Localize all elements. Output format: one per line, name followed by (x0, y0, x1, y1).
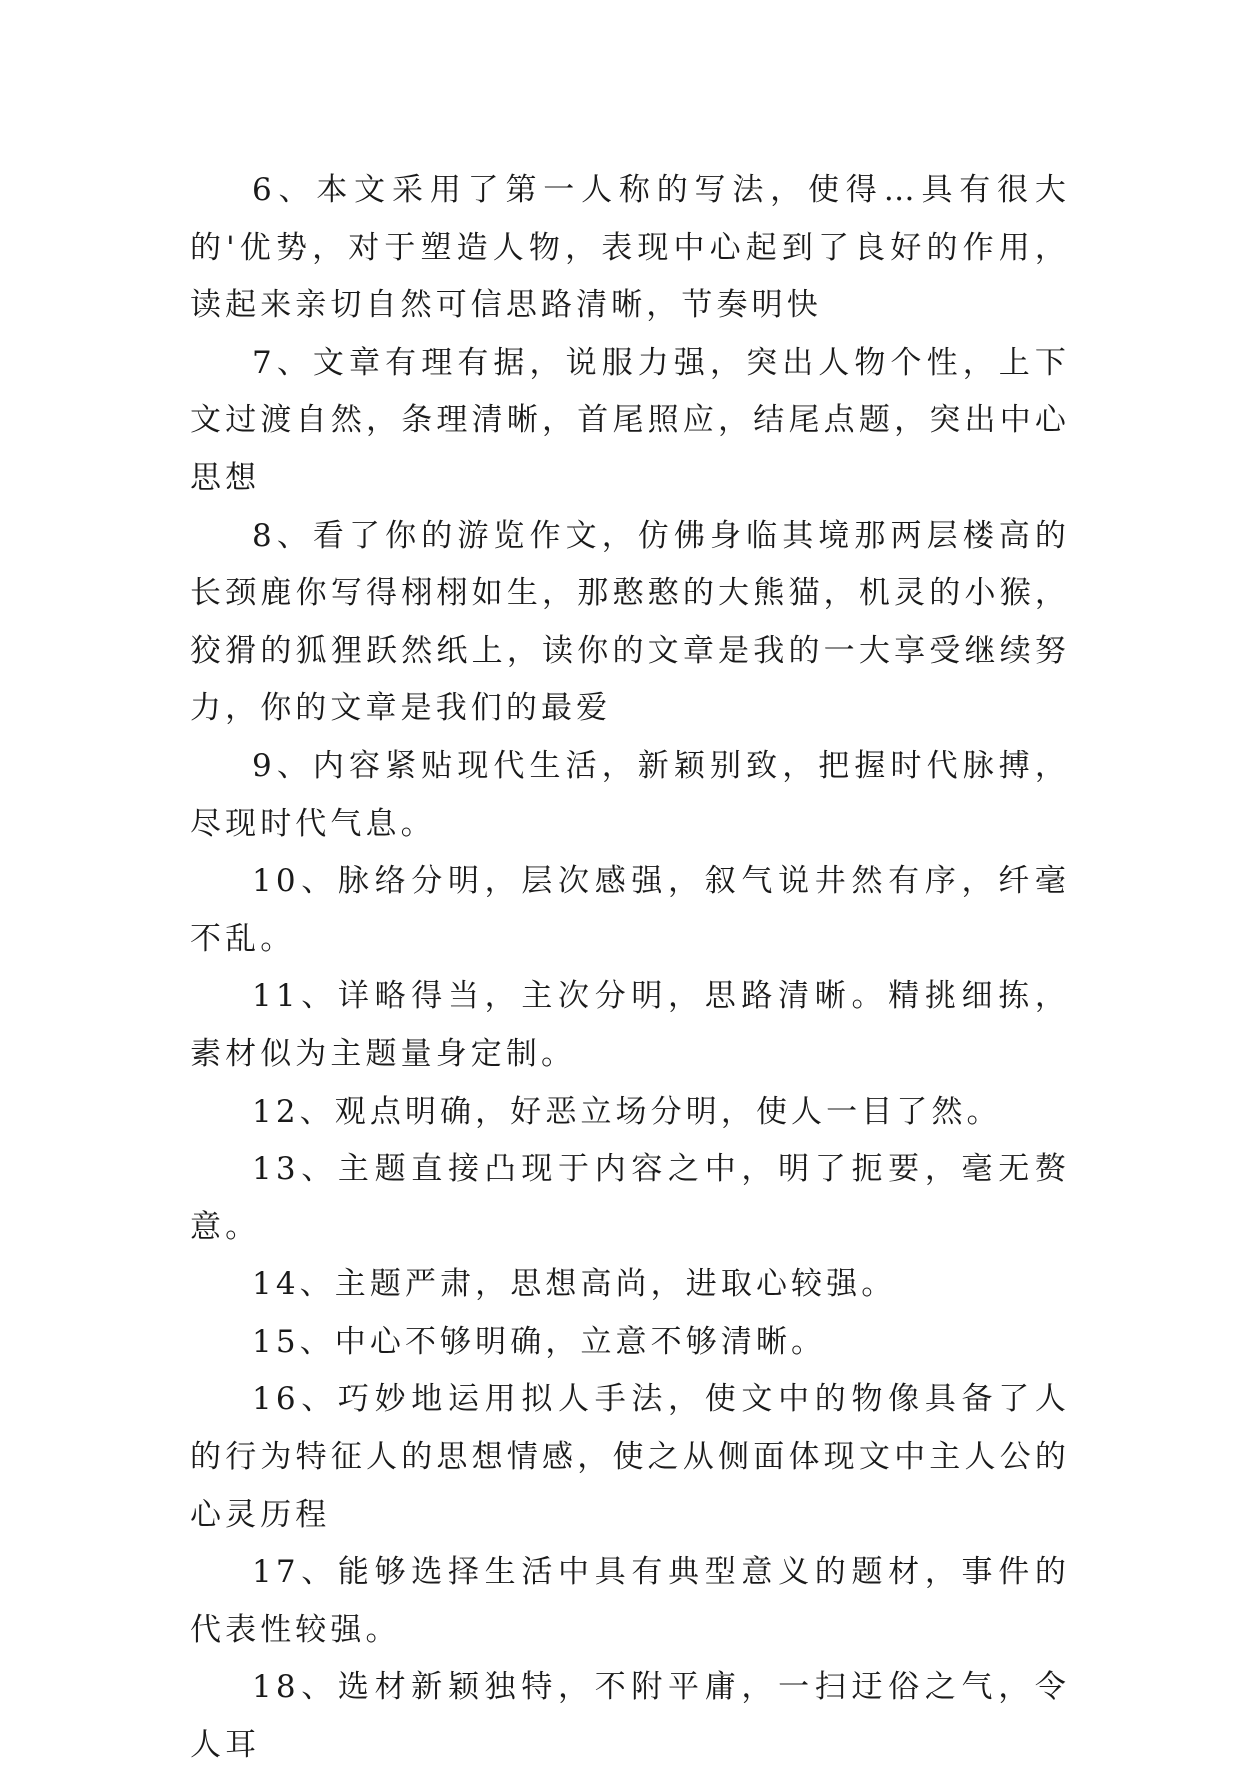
paragraph: 16、巧妙地运用拟人手法，使文中的物像具备了人的行为特征人的思想情感，使之从侧面体现文中主人公的心灵历程 (190, 1381, 1070, 1533)
paragraph: 18、选材新颖独特，不附平庸，一扫迂俗之气，令人耳 (190, 1669, 1070, 1764)
paragraph: 10、脉络分明，层次感强，叙气说井然有序，纤毫不乱。 (190, 863, 1070, 957)
paragraph: 8、看了你的游览作文，仿佛身临其境那两层楼高的长颈鹿你写得栩栩如生，那憨憨的大熊猫，机灵的小猴，狡猾的狐狸跃然纸上，读你的文章是我的一大享受继续努力，你的文章是我们的最爱 (190, 517, 1070, 727)
paragraph: 9、内容紧贴现代生活，新颖别致，把握时代脉搏，尽现时代气息。 (190, 747, 1070, 842)
paragraph: 11、详略得当，主次分明，思路清晰。精挑细拣，素材似为主题量身定制。 (190, 978, 1070, 1072)
document-body (190, 162, 1070, 1775)
paragraph: 17、能够选择生活中具有典型意义的题材，事件的代表性较强。 (190, 1554, 1070, 1648)
paragraph: 15、中心不够明确，立意不够清晰。 (252, 1323, 827, 1360)
paragraph: 7、文章有理有据，说服力强，突出人物个性，上下文过渡自然，条理清晰，首尾照应，结尾点题，突出中心思想 (190, 344, 1070, 496)
paragraph: 6、本文采用了第一人称的写法，使得…具有很大的'优势，对于塑造人物，表现中心起到了良好的作用，读起来亲切自然可信思路清晰，节奏明快 (190, 172, 1070, 324)
paragraph: 14、主题严肃，思想高尚，进取心较强。 (252, 1266, 897, 1303)
paragraph: 13、主题直接凸现于内容之中，明了扼要，毫无赘意。 (190, 1151, 1070, 1245)
paragraph: 12、观点明确，好恶立场分明，使人一目了然。 (252, 1093, 1002, 1130)
